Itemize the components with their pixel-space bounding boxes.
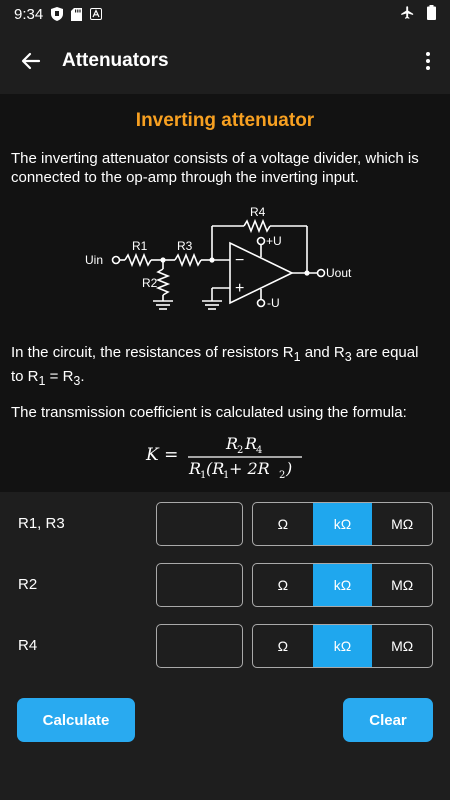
shield-icon <box>51 7 63 21</box>
status-time: 9:34 <box>14 5 44 23</box>
label-uout: Uout <box>326 266 352 280</box>
section-heading: Inverting attenuator <box>135 110 315 131</box>
svg-text:2: 2 <box>279 470 286 481</box>
unit-kohm[interactable]: kΩ <box>313 625 373 667</box>
page-title: Attenuators <box>62 50 169 71</box>
sd-card-icon <box>71 8 82 21</box>
svg-text:2: 2 <box>237 445 244 456</box>
unit-mohm[interactable]: MΩ <box>391 638 414 654</box>
article <box>0 94 450 492</box>
row-r1-r3 <box>0 502 450 546</box>
label-uin: Uin <box>85 253 104 267</box>
svg-text:(R: (R <box>206 459 225 478</box>
svg-text:4: 4 <box>256 445 263 456</box>
row-r2 <box>0 563 450 607</box>
unit-mohm[interactable]: MΩ <box>391 516 414 532</box>
label-r2: R2 <box>142 276 158 290</box>
battery-icon <box>427 5 436 23</box>
unit-ohm[interactable]: Ω <box>277 516 289 532</box>
more-vert-icon <box>425 51 431 71</box>
unit-mohm[interactable]: MΩ <box>391 577 414 593</box>
status-bar <box>0 0 450 28</box>
formula-intro: The transmission coefficient is calculated using the formula: <box>11 404 407 421</box>
intro-paragraph: The inverting attenuator consists of a voltage divider, which is connected to the op-amp through the inverting input. <box>11 150 419 186</box>
label-inverting: − <box>235 252 245 269</box>
svg-text:1: 1 <box>223 470 230 481</box>
transmission-formula <box>0 431 450 481</box>
svg-text:1: 1 <box>200 470 207 481</box>
row-label: R2 <box>18 576 38 593</box>
label-noninverting: + <box>235 280 245 297</box>
calculate-button[interactable]: Calculate <box>17 698 135 742</box>
svg-text:R: R <box>226 434 239 453</box>
r1-r3-input[interactable] <box>156 502 243 546</box>
row-r4 <box>0 624 450 668</box>
unit-ohm[interactable]: Ω <box>277 577 289 593</box>
svg-text:): ) <box>286 459 293 478</box>
more-options-button[interactable] <box>406 28 450 94</box>
label-plus-u: +U <box>266 234 282 248</box>
unit-selector <box>252 502 433 546</box>
unit-kohm[interactable]: kΩ <box>313 503 373 545</box>
r2-input[interactable] <box>156 563 243 607</box>
back-button[interactable] <box>0 28 62 94</box>
svg-text:R: R <box>245 434 258 453</box>
svg-text:+ 2R: + 2R <box>229 459 270 478</box>
app-bar <box>0 28 450 94</box>
input-panel <box>0 492 450 800</box>
label-r3: R3 <box>177 239 193 253</box>
equal-resistors-paragraph: In the circuit, the resistances of resistors $R_1$ and $R_3$ are equal to $R_1 = R_3$. <box>11 344 419 388</box>
airplane-mode-icon <box>400 5 415 23</box>
circuit-diagram <box>80 206 370 316</box>
clear-button[interactable]: Clear <box>343 698 433 742</box>
arrow-left-icon <box>21 51 41 71</box>
unit-selector <box>252 563 433 607</box>
svg-text:R: R <box>189 459 202 478</box>
r4-input[interactable] <box>156 624 243 668</box>
unit-selector <box>252 624 433 668</box>
unit-ohm[interactable]: Ω <box>277 638 289 654</box>
label-minus-u: -U <box>267 296 280 310</box>
label-r1: R1 <box>132 239 148 253</box>
svg-text:K =: K = <box>146 445 179 465</box>
keyboard-a-icon <box>90 8 102 20</box>
row-label: R4 <box>18 637 38 654</box>
unit-kohm[interactable]: kΩ <box>313 564 373 606</box>
label-r4: R4 <box>250 206 266 219</box>
row-label: R1, R3 <box>18 515 65 532</box>
